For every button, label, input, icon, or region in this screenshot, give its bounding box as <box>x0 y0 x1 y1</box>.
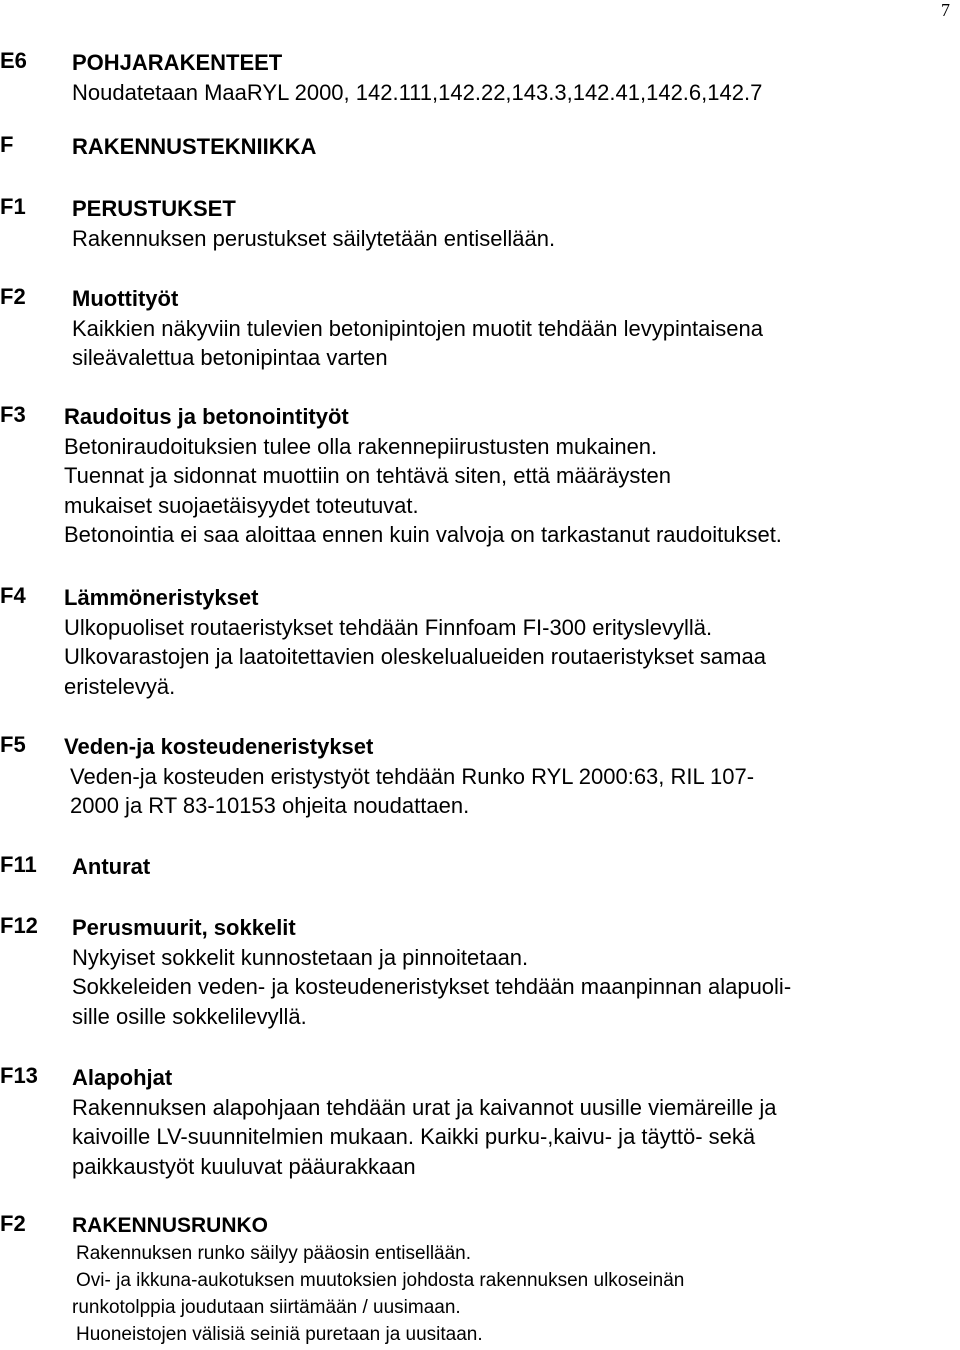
section-text-line: kaivoille LV-suunnitelmien mukaan. Kaikki purku-,kaivu- ja täyttö- sekä <box>72 1124 756 1149</box>
section-text-line: Tuennat ja sidonnat muottiin on tehtävä siten, että määräysten <box>64 463 671 488</box>
section-code: F2 <box>0 1211 26 1236</box>
section-heading: Alapohjat <box>72 1065 173 1090</box>
section-code: F1 <box>0 194 26 219</box>
section-code: F <box>0 132 14 157</box>
section-text-line: Rakennuksen runko säilyy pääosin entisellään. <box>76 1243 472 1264</box>
section-text-line: Ovi- ja ikkuna-aukotuksen muutoksien johdosta rakennuksen ulkoseinän <box>76 1270 685 1291</box>
section-code: E6 <box>0 48 27 73</box>
section-heading: Lämmöneristykset <box>64 585 259 610</box>
section-text-line: Huoneistojen välisiä seiniä puretaan ja uusitaan. <box>76 1324 483 1345</box>
section-text-line: Rakennuksen perustukset säilytetään entisellään. <box>72 225 556 251</box>
section-code: F12 <box>0 913 38 938</box>
page-number: 7 <box>941 0 950 20</box>
section-text-line: sille osille sokkelilevyllä. <box>72 1003 307 1029</box>
section-text-line: Rakennuksen alapohjaan tehdään urat ja kaivannot uusille viemäreille ja <box>72 1094 777 1120</box>
section-code: F3 <box>0 402 26 427</box>
section-code: F11 <box>0 852 37 877</box>
section-text-line: Nykyiset sokkelit kunnostetaan ja pinnoitetaan. <box>72 944 529 970</box>
section-text-line: Betonointia ei saa aloittaa ennen kuin valvoja on tarkastanut raudoitukset. <box>64 522 782 547</box>
section-heading: Muottityöt <box>72 286 179 311</box>
section-text-line: Kaikkien näkyviin tulevien betonipintojen muotit tehdään levypintaisena <box>72 315 764 341</box>
section-text-line: Ulkopuoliset routaeristykset tehdään Finnfoam FI-300 erityslevyllä. <box>64 614 713 640</box>
section-text-line: Noudatetaan MaaRYL 2000, 142.111,142.22,143.3,142.41,142.6,142.7 <box>72 79 763 105</box>
section-text-line: Veden-ja kosteuden eristystyöt tehdään Runko RYL 2000:63, RIL 107- <box>70 763 755 789</box>
section-code: F5 <box>0 732 26 757</box>
section-heading: RAKENNUSTEKNIIKKA <box>72 134 317 159</box>
section-text-line: Sokkeleiden veden- ja kosteudeneristykset tehdään maanpinnan alapuoli- <box>72 974 792 999</box>
section-text-line: 2000 ja RT 83-10153 ohjeita noudattaen. <box>70 793 470 818</box>
section-heading: Veden-ja kosteudeneristykset <box>64 734 374 759</box>
section-heading: Raudoitus ja betonointityöt <box>64 404 349 429</box>
section-heading: RAKENNUSRUNKO <box>72 1214 269 1237</box>
section-heading: Perusmuurit, sokkelit <box>72 915 296 940</box>
section-heading: POHJARAKENTEET <box>72 50 283 75</box>
section-code: F2 <box>0 284 26 309</box>
section-text-line: Ulkovarastojen ja laatoitettavien oleskelualueiden routaeristykset samaa <box>64 644 766 669</box>
section-code: F4 <box>0 583 26 608</box>
section-text-line: paikkaustyöt kuuluvat pääurakkaan <box>72 1153 416 1179</box>
section-text-line: Betoniraudoituksien tulee olla rakennepiirustusten mukainen. <box>64 433 658 459</box>
section-heading: PERUSTUKSET <box>72 196 236 221</box>
section-text-line: sileävalettua betonipintaa varten <box>72 345 388 370</box>
section-code: F13 <box>0 1063 38 1088</box>
section-text-line: mukaiset suojaetäisyydet toteutuvat. <box>64 492 419 518</box>
section-heading: Anturat <box>72 854 151 879</box>
section-text-line: runkotolppia joudutaan siirtämään / uusimaan. <box>72 1297 461 1318</box>
section-text-line: eristelevyä. <box>64 673 176 699</box>
